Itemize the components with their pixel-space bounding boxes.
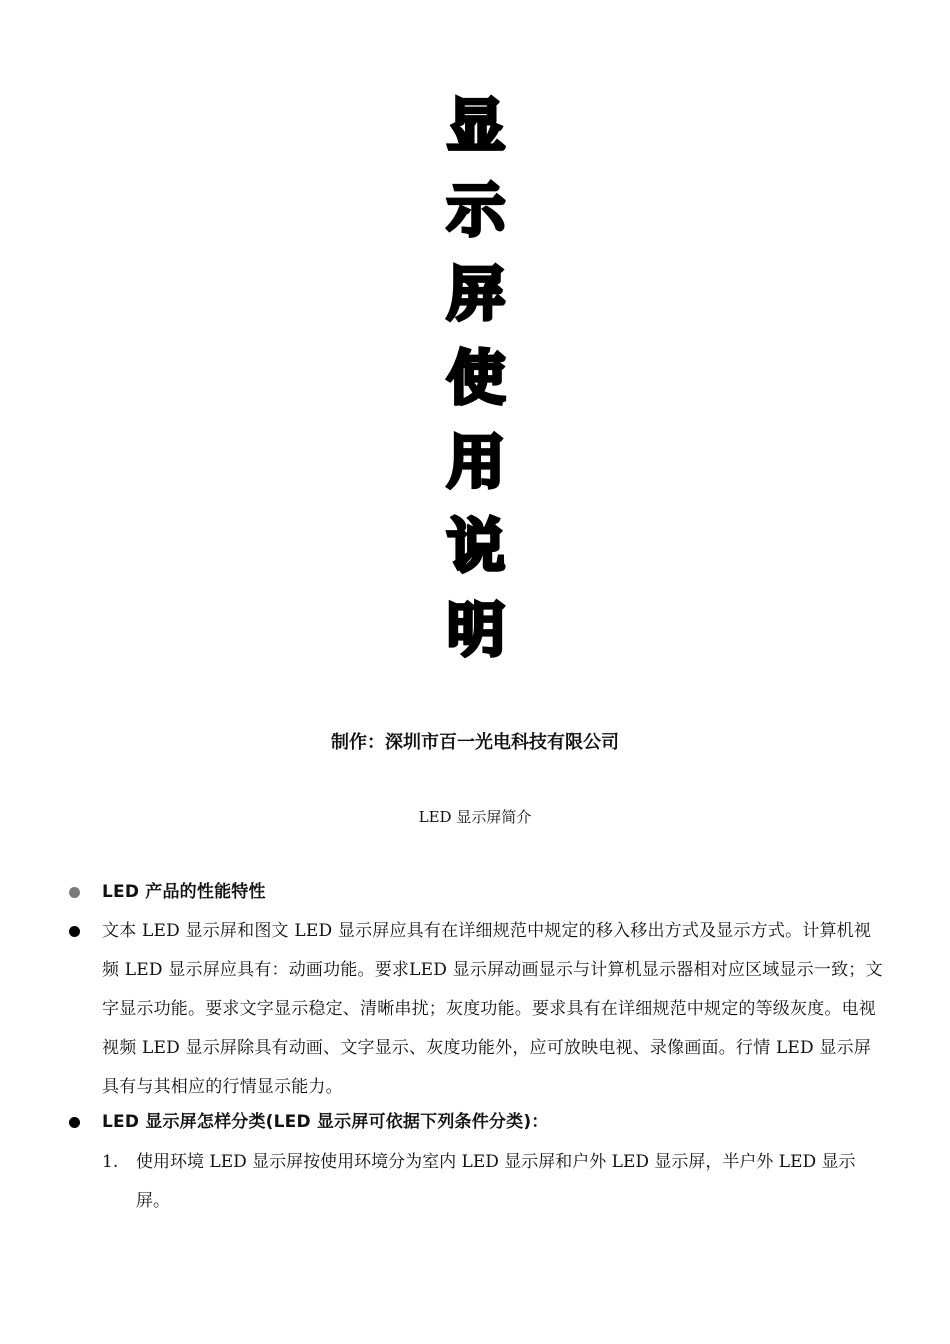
title-char-5: 用 bbox=[446, 428, 505, 496]
numbered-text: 使用环境 LED 显示屏按使用环境分为室内 LED 显示屏和户外 LED 显示屏，半户外 LED 显示屏。 bbox=[136, 1152, 856, 1211]
bullet-text: LED 产品的性能特性 bbox=[102, 882, 266, 902]
bullet-text: 文本 LED 显示屏和图文 LED 显示屏应具有在详细规范中规定的移入移出方式及显示方式。计算机视频 LED 显示屏应具有：动画功能。要求LED 显示屏动画显示与计算机显示器相对应区域显示一致；文字显示功能。要求文字显示稳定、清晰串扰；灰度功能。要求具有在详细规范中规定的等级灰度。电视视频 LED 显示屏除具有动画、文字显示、灰度功能外，应可放映电视、录像画面。行情 LED 显示屏具有与其相应的行情显示能力。 bbox=[102, 921, 883, 1097]
bullet-dot bbox=[69, 887, 80, 898]
title-char-1: 显 bbox=[446, 92, 505, 160]
maker-line: 制作：深圳市百一光电科技有限公司 bbox=[331, 732, 619, 753]
bullet-dot bbox=[69, 1117, 80, 1128]
title-char-6: 说 bbox=[446, 512, 505, 580]
bullet-dot bbox=[69, 926, 80, 937]
numbered-label: 1. bbox=[102, 1152, 119, 1172]
title-char-2: 示 bbox=[446, 176, 505, 244]
title-char-7: 明 bbox=[446, 596, 505, 664]
title-char-3: 屏 bbox=[446, 260, 505, 328]
section-subtitle: LED 显示屏简介 bbox=[418, 808, 532, 826]
title-char-4: 使 bbox=[446, 344, 505, 412]
bullet-text: LED 显示屏怎样分类(LED 显示屏可依据下列条件分类)： bbox=[102, 1112, 549, 1132]
